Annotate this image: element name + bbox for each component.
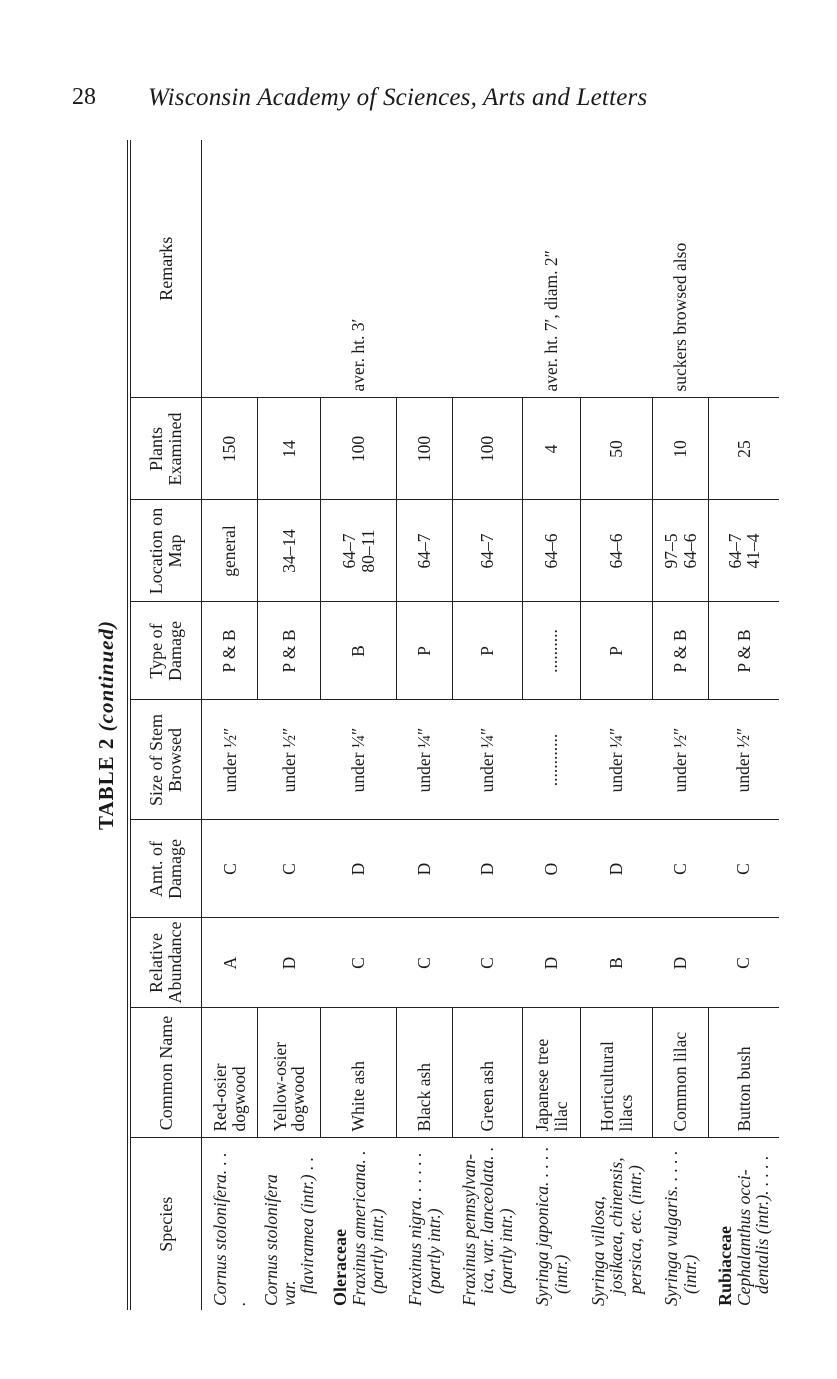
- cell-relative-abundance: [321, 918, 397, 1008]
- cell-remarks: [453, 140, 523, 398]
- header-amt-damage: Amt. of Damage: [129, 820, 202, 918]
- common-name-text: Red-osier dogwood: [210, 1063, 249, 1132]
- species-line-2: (partly intr.): [423, 1208, 444, 1294]
- family-name: Oleraceae: [329, 1229, 350, 1306]
- cell-type-damage: [653, 602, 709, 700]
- cell-size-stem: [258, 700, 321, 820]
- caption-prefix: TABLE 2: [94, 737, 118, 830]
- cell-amt-damage: [397, 820, 453, 918]
- cell-common-name: [321, 1008, 397, 1138]
- cell-common-name: [258, 1008, 321, 1138]
- table-row: [453, 140, 523, 1310]
- header-size-stem: Size of Stem Browsed: [129, 700, 202, 820]
- cell-size-stem: [523, 700, 581, 820]
- cell-plants-examined: [397, 398, 453, 500]
- plants-examined-text: 50: [606, 440, 627, 458]
- cell-remarks: [202, 140, 258, 398]
- species-line-3: (partly intr.): [495, 1208, 516, 1294]
- size-stem-text: under ½″: [219, 727, 240, 793]
- cell-location: [321, 500, 397, 602]
- species-line-2: flaviramea (intr.) . .: [297, 1156, 318, 1294]
- relative-abundance-text: D: [278, 956, 299, 970]
- cell-amt-damage: [453, 820, 523, 918]
- type-damage-text: P & B: [733, 629, 754, 673]
- cell-relative-abundance: [581, 918, 653, 1008]
- cell-amt-damage: [202, 820, 258, 918]
- cell-species: [258, 1138, 321, 1310]
- header-species: Species: [129, 1138, 202, 1310]
- type-damage-text: P: [477, 646, 498, 656]
- type-damage-text: P & B: [219, 629, 240, 673]
- amt-damage-text: C: [219, 863, 240, 875]
- relative-abundance-text: C: [477, 957, 498, 969]
- cell-size-stem: [321, 700, 397, 820]
- cell-species: [653, 1138, 709, 1310]
- cell-size-stem: [202, 700, 258, 820]
- cell-size-stem: [397, 700, 453, 820]
- common-name-text: Green ash: [477, 1061, 498, 1132]
- table-row: [321, 140, 397, 1310]
- table-row: [258, 140, 321, 1310]
- cell-type-damage: [709, 602, 779, 700]
- species-line-2: (partly intr.): [367, 1208, 388, 1294]
- family-name: Rubiaceae: [714, 1226, 735, 1306]
- cell-plants-examined: [653, 398, 709, 500]
- cell-remarks: [581, 140, 653, 398]
- location-text: general: [219, 525, 240, 577]
- cell-amt-damage: [709, 820, 779, 918]
- cell-plants-examined: [523, 398, 581, 500]
- cell-common-name: [397, 1008, 453, 1138]
- running-head: Wisconsin Academy of Sciences, Arts and Letters: [148, 84, 648, 111]
- size-stem-text: under ½″: [278, 727, 299, 793]
- location-text: 97–5: [661, 533, 682, 569]
- size-stem-text: under ½″: [670, 727, 691, 793]
- cell-type-damage: [258, 602, 321, 700]
- species-line-2: (intr.): [550, 1254, 571, 1294]
- cell-location: [202, 500, 258, 602]
- relative-abundance-text: C: [733, 957, 754, 969]
- cell-size-stem: [453, 700, 523, 820]
- cell-relative-abundance: [523, 918, 581, 1008]
- cell-remarks: [397, 140, 453, 398]
- rotated-table-block: [85, 140, 795, 1310]
- page-number: 28: [72, 84, 96, 110]
- species-line-1: Fraxinus americana. .: [348, 1150, 369, 1306]
- cell-location: [258, 500, 321, 602]
- location-text: 64–7: [414, 533, 435, 569]
- common-name-text: Black ash: [414, 1062, 435, 1132]
- relative-abundance-text: D: [541, 956, 562, 970]
- remarks-text: aver. ht. 7′, diam. 2″: [541, 250, 562, 392]
- cell-common-name: [653, 1008, 709, 1138]
- amt-damage-text: C: [733, 863, 754, 875]
- species-line-3: persica, etc. (intr.): [624, 1165, 645, 1294]
- cell-location: [581, 500, 653, 602]
- species-line-2: josikaea, chinensis,: [606, 1157, 627, 1294]
- cell-plants-examined: [321, 398, 397, 500]
- cell-location: [397, 500, 453, 602]
- location-text-2: 41–4: [742, 533, 763, 569]
- type-damage-text: P: [606, 646, 627, 656]
- size-stem-text: under ½″: [733, 727, 754, 793]
- cell-species: [321, 1138, 397, 1310]
- cell-species: [523, 1138, 581, 1310]
- cell-size-stem: [581, 700, 653, 820]
- damage-table: [127, 140, 779, 1310]
- cell-amt-damage: [523, 820, 581, 918]
- cell-type-damage: [397, 602, 453, 700]
- amt-damage-text: C: [670, 863, 691, 875]
- cell-location: [523, 500, 581, 602]
- type-damage-text: P & B: [670, 629, 691, 673]
- cell-amt-damage: [258, 820, 321, 918]
- plants-examined-text: 100: [414, 435, 435, 463]
- remarks-text: aver. ht. 3′: [348, 318, 369, 392]
- type-damage-text: B: [348, 645, 369, 657]
- species-line-1: Syringa villosa,: [588, 1196, 609, 1306]
- plants-examined-text: 100: [477, 435, 498, 463]
- location-text: 64–7: [339, 533, 360, 569]
- header-type-damage: Type of Damage: [129, 602, 202, 700]
- cell-common-name: [523, 1008, 581, 1138]
- size-stem-text: under ¼″: [414, 727, 435, 793]
- cell-location: [453, 500, 523, 602]
- cell-remarks: [321, 140, 397, 398]
- header-common-name: Common Name: [129, 1008, 202, 1138]
- cell-location: [653, 500, 709, 602]
- cell-amt-damage: [321, 820, 397, 918]
- cell-relative-abundance: [709, 918, 779, 1008]
- species-line-2: dentalis (intr.). . . . .: [752, 1155, 773, 1294]
- amt-damage-text: O: [541, 862, 562, 876]
- plants-examined-text: 4: [541, 444, 562, 454]
- common-name-text: Horticultural lilacs: [597, 1041, 636, 1132]
- location-text-2: 80–11: [357, 529, 378, 573]
- cell-amt-damage: [581, 820, 653, 918]
- table-row: [523, 140, 581, 1310]
- relative-abundance-text: A: [219, 956, 240, 970]
- header-row: [129, 140, 202, 1310]
- common-name-text: Common lilac: [670, 1031, 691, 1132]
- caption-suffix: (continued): [94, 620, 118, 732]
- cell-type-damage: [202, 602, 258, 700]
- common-name-text: Button bush: [733, 1046, 754, 1132]
- cell-size-stem: [653, 700, 709, 820]
- cell-type-damage: [321, 602, 397, 700]
- header-plants-examined: Plants Examined: [129, 398, 202, 500]
- cell-common-name: [709, 1008, 779, 1138]
- location-text: 64–7: [477, 533, 498, 569]
- relative-abundance-text: B: [606, 957, 627, 969]
- common-name-text: White ash: [348, 1061, 369, 1132]
- header-remarks: Remarks: [129, 140, 202, 398]
- table-caption: [85, 140, 127, 1310]
- amt-damage-text: D: [477, 862, 498, 876]
- relative-abundance-text: D: [670, 956, 691, 970]
- plants-examined-text: 14: [278, 440, 299, 458]
- remarks-text: suckers browsed also: [670, 242, 691, 392]
- cell-relative-abundance: [258, 918, 321, 1008]
- table-row: [202, 140, 258, 1310]
- type-damage-text: P: [414, 646, 435, 656]
- table-row: [397, 140, 453, 1310]
- species-line-1: Cornus stolonifera var.: [260, 1174, 299, 1306]
- cell-species: [581, 1138, 653, 1310]
- cell-plants-examined: [202, 398, 258, 500]
- common-name-text: Japanese tree lilac: [532, 1038, 571, 1132]
- cell-type-damage: [453, 602, 523, 700]
- size-stem-text: under ¼″: [606, 727, 627, 793]
- cell-species: [709, 1138, 779, 1310]
- cell-species: [397, 1138, 453, 1310]
- cell-plants-examined: [581, 398, 653, 500]
- amt-damage-text: D: [414, 862, 435, 876]
- location-text-2: 64–6: [679, 533, 700, 569]
- cell-remarks: [653, 140, 709, 398]
- table-row: [653, 140, 709, 1310]
- plants-examined-text: 10: [670, 440, 691, 458]
- cell-location: [709, 500, 779, 602]
- cell-type-damage: [581, 602, 653, 700]
- size-stem-text: ............: [541, 733, 562, 787]
- type-damage-text: ..........: [541, 629, 562, 673]
- cell-relative-abundance: [202, 918, 258, 1008]
- cell-common-name: [202, 1008, 258, 1138]
- cell-common-name: [581, 1008, 653, 1138]
- plants-examined-text: 25: [733, 440, 754, 458]
- amt-damage-text: C: [278, 863, 299, 875]
- cell-type-damage: [523, 602, 581, 700]
- common-name-text: Yellow-osier dogwood: [269, 1041, 309, 1132]
- size-stem-text: under ¼″: [477, 727, 498, 793]
- species-line-2: (intr.): [679, 1254, 700, 1294]
- cell-amt-damage: [653, 820, 709, 918]
- cell-species: [453, 1138, 523, 1310]
- header-location: Location on Map: [129, 500, 202, 602]
- table-row: [709, 140, 779, 1310]
- location-text: 64–6: [606, 533, 627, 569]
- cell-common-name: [453, 1008, 523, 1138]
- plants-examined-text: 150: [219, 435, 240, 463]
- cell-relative-abundance: [397, 918, 453, 1008]
- species-line-1: Syringa japonica. . . . .: [532, 1146, 553, 1306]
- type-damage-text: P & B: [278, 629, 299, 673]
- size-stem-text: under ¼″: [348, 727, 369, 793]
- cell-plants-examined: [453, 398, 523, 500]
- location-text: 64–6: [541, 533, 562, 569]
- amt-damage-text: D: [348, 862, 369, 876]
- cell-relative-abundance: [653, 918, 709, 1008]
- plants-examined-text: 100: [348, 435, 369, 463]
- cell-size-stem: [709, 700, 779, 820]
- location-text: 34–14: [278, 529, 299, 573]
- cell-remarks: [258, 140, 321, 398]
- amt-damage-text: D: [606, 862, 627, 876]
- species-line-1: Syringa vulgaris. . . . .: [661, 1150, 682, 1306]
- relative-abundance-text: C: [414, 957, 435, 969]
- species-line-1: Cephalanthus occi-: [733, 1169, 754, 1306]
- cell-species: [202, 1138, 258, 1310]
- cell-remarks: [709, 140, 779, 398]
- cell-remarks: [523, 140, 581, 398]
- species-line-1: Cornus stolonifera. . . .: [210, 1152, 249, 1306]
- species-line-1: Fraxinus nigra. . . . . .: [405, 1152, 426, 1306]
- cell-plants-examined: [709, 398, 779, 500]
- location-text: 64–7: [724, 533, 745, 569]
- header-relative-abundance: Relative Abundance: [129, 918, 202, 1008]
- species-line-2: ica, var. lanceolata. .: [477, 1146, 498, 1294]
- cell-relative-abundance: [453, 918, 523, 1008]
- species-line-1: Fraxinus pennsylvan-: [459, 1153, 480, 1306]
- cell-plants-examined: [258, 398, 321, 500]
- table-row: [581, 140, 653, 1310]
- relative-abundance-text: C: [348, 957, 369, 969]
